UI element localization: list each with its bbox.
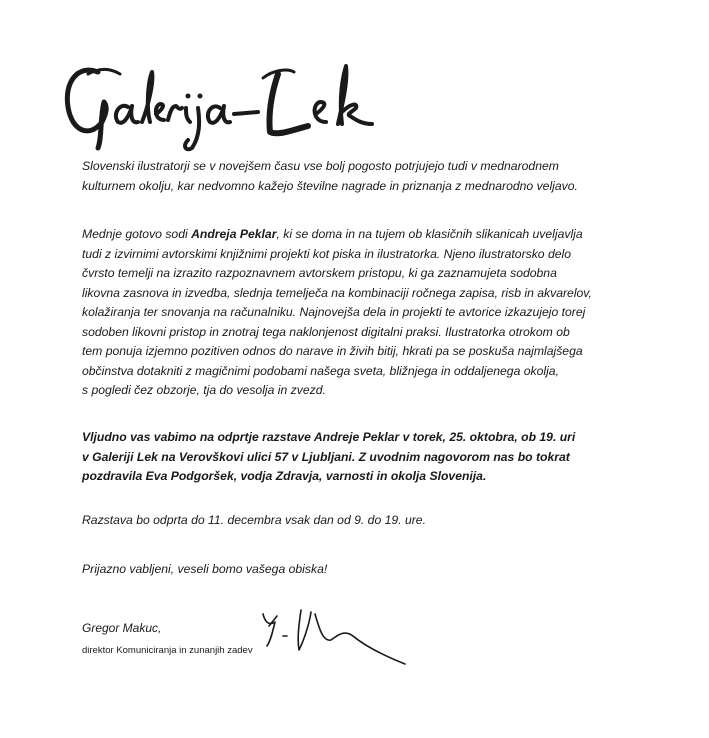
body-line: likovna zasnova in izvedba, slednja temelječa na kombinaciji ročnega zapisa, risb in akvarelov, [82, 285, 592, 300]
body-line: kolažiranja ter snovanja na računalniku. Najnovejša dela in projekti te avtorice izkazujejo torej [82, 305, 586, 319]
signatory-title: direktor Komuniciranja in zunanjih zadev [82, 645, 253, 656]
signatory-name: Gregor Makuc, [82, 621, 162, 635]
galerija-lek-logo [58, 52, 398, 152]
intro-paragraph [82, 157, 578, 196]
invite-line: pozdravila Eva Podgoršek, vodja Zdravja, varnosti in okolja Slovenija. [82, 469, 487, 483]
body-line: tem ponuja izjemno pozitiven odnos do narave in živih bitij, hkrati pa se poskuša najmlajšega [82, 344, 583, 358]
body-line [82, 225, 592, 245]
body-line: s pogledi čez obzorje, tja do vesolja in zvezd. [82, 383, 326, 397]
body-line-end: , ki se doma in na tujem ob klasičnih slikanicah uveljavlja [276, 227, 583, 241]
signature-graphic [255, 600, 415, 670]
handwritten-signature [255, 600, 415, 670]
invitation-paragraph [82, 428, 575, 487]
intro-line: kulturnem okolju, kar nedvomno kažejo številne nagrade in priznanja z mednarodno veljavo. [82, 178, 578, 193]
invite-line: Vljudno vas vabimo na odprtje razstave Andreje Peklar v torek, 25. oktobra, ob 19. uri [82, 430, 576, 444]
body-line: čvrsto temelji na izrazito razpoznavnem avtorskem pristopu, ki ga zaznamujeta sodobna [82, 266, 557, 280]
schedule-paragraph [82, 511, 426, 531]
body-line-start: Mednje gotovo sodi [82, 227, 192, 241]
body-line: tudi z izvirnimi avtorskimi knjižnimi projekti kot piska in ilustratorka. Njeno ilustratorsko delo [82, 246, 572, 261]
intro-line: Slovenski ilustratorji se v novejšem času vse bolj pogosto potrjujejo tudi v mednarodnem [82, 159, 559, 173]
body-line: sodoben likovni pristop in znotraj tega naklonjenost digitalni praksi. Ilustratorka otrokom ob [82, 324, 570, 339]
closing-line: Prijazno vabljeni, veseli bomo vašega obiska! [82, 562, 328, 576]
closing-paragraph [82, 560, 327, 580]
logo-script-graphic [58, 52, 398, 152]
invite-line: v Galeriji Lek na Verovškovi ulici 57 v Ljubljani. Z uvodnim nagovorom nas bo tokrat [82, 449, 570, 464]
body-line: občinstva dotakniti z magičnimi podobami našega sveta, bližnjega in oddaljenega okolja, [82, 363, 559, 378]
schedule-line: Razstava bo odprta do 11. decembra vsak dan od 9. do 19. ure. [82, 513, 426, 527]
artist-name: Andreja Peklar [191, 227, 277, 241]
body-paragraph [82, 225, 592, 401]
